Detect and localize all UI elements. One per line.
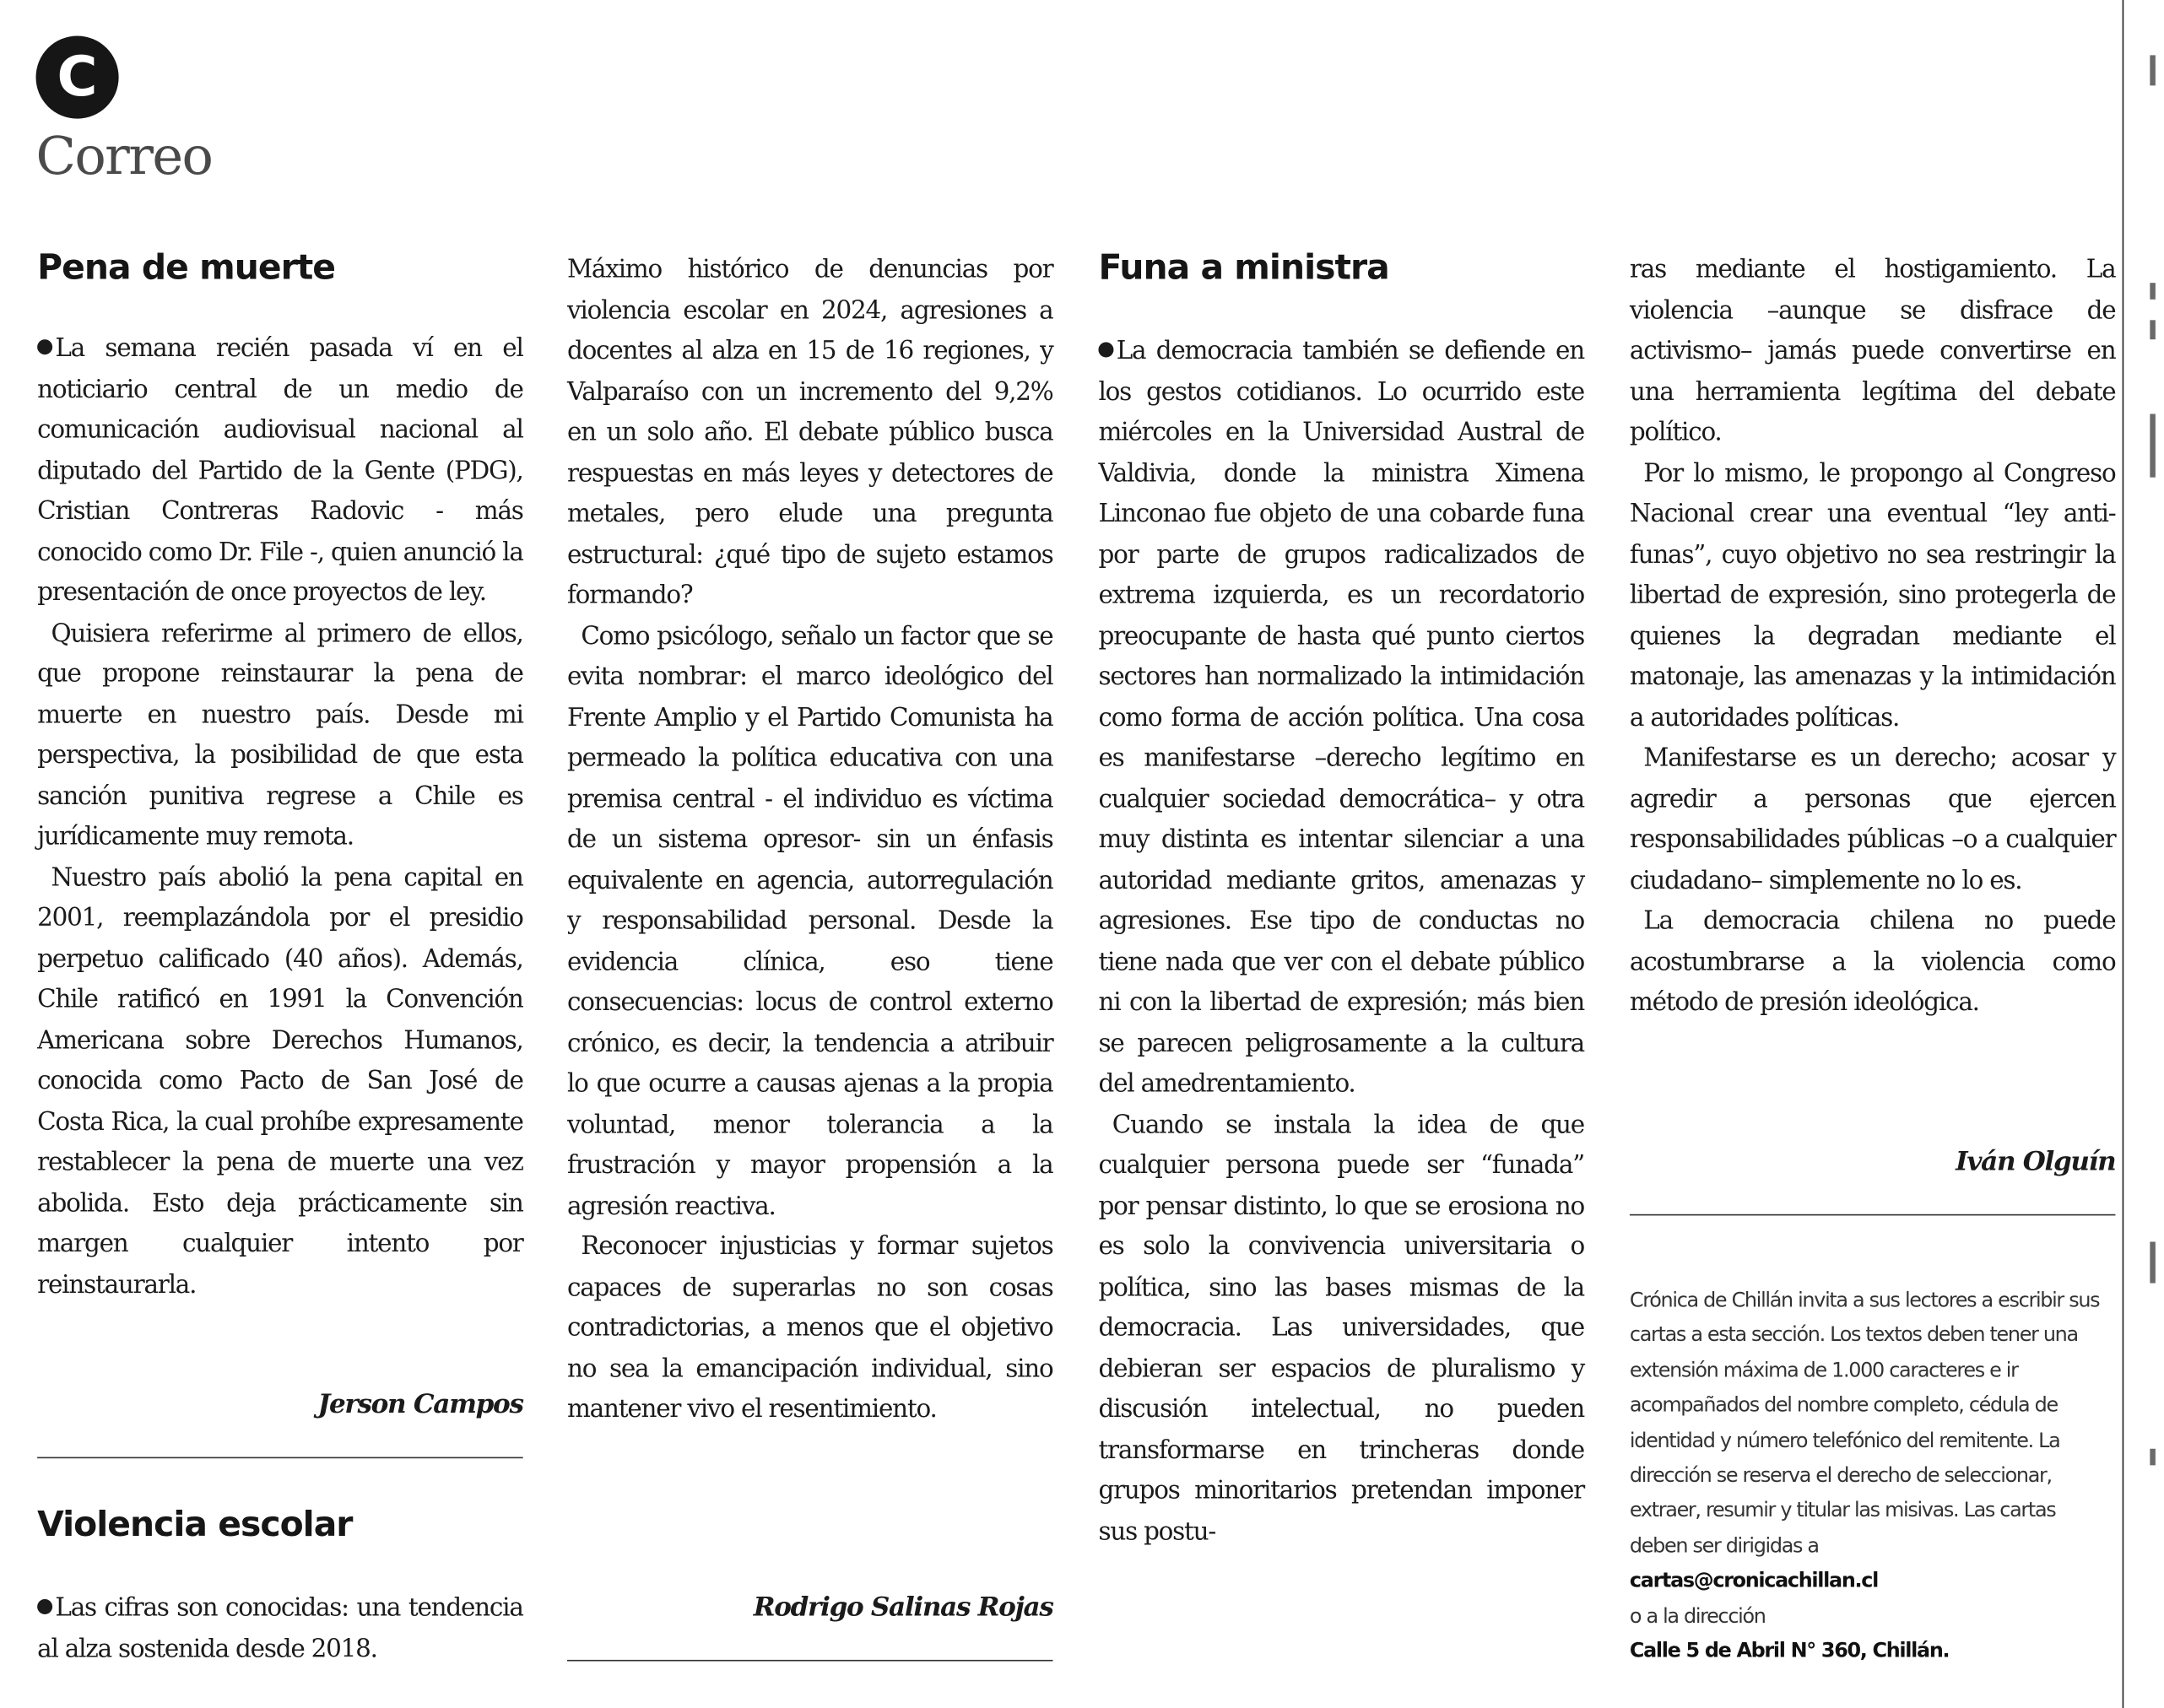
letter-2-paragraph-2: Como psicólogo, señalo un factor que se evita nombrar: el marco ideológico del Frente Amplio y el Partido Comunista ha permeado la política educativa con una premisa central - el individuo es víctima de un sistema opresor- sin un énfasis equivalente en agencia, autorregulación y responsabilidad personal. Desde la evidencia clínica, eso tiene consecuencias: locus de control externo crónico, es decir, la tendencia a atribuir lo que ocurre a causas ajenas a la propia voluntad, menor tolerancia a la frustración y mayor propensión a la agresión reactiva. (566, 621, 1053, 1221)
letter-3-body-col3 (1098, 331, 1584, 1552)
letter-2-headline: Violencia escolar (37, 1504, 353, 1544)
section-logo-letter: C (57, 45, 98, 110)
column-1 (37, 246, 523, 1305)
bullet-icon (37, 339, 52, 354)
letter-2-divider (567, 1660, 1053, 1662)
letter-2-body-col1 (37, 1588, 523, 1669)
letter-3-paragraph-2-start: Cuando se instala la idea de que cualquier persona puede ser “funada” por pensar distinto, lo que se erosiona no es solo la convivencia universitaria o política, sino las bases mismas de la democracia. Las universidades, que debieran ser espacios de pluralismo y discusión intelectual, no pueden transformarse en trincheras donde grupos minoritarios pretendan imponer sus postu- (1098, 1110, 1584, 1547)
submission-address: Calle 5 de Abril N° 360, Chillán. (1629, 1639, 1950, 1663)
letter-3-signature: Iván Olguín (1956, 1146, 2116, 1177)
submission-info-box (1630, 1284, 2106, 1669)
margin-mark (2150, 320, 2156, 339)
column-4 (1630, 250, 2116, 1023)
letter-1-paragraph-3: Nuestro país abolió la pena capital en 2001, reemplazándola por el presidio perpetuo calificado (40 años). Además, Chile ratificó en 1991 la Convención Americana sobre Derechos Humanos, conocida como Pacto de San José de Costa Rica, la cual prohíbe expresamente restablecer la pena de muerte una vez abolida. Esto deja prácticamente sin margen cualquier intento por reinstaurarla. (37, 862, 523, 1300)
margin-mark (2150, 414, 2156, 478)
letter-1-signature: Jerson Campos (317, 1389, 523, 1420)
margin-mark (2150, 1449, 2156, 1466)
letter-3-divider (1630, 1214, 2116, 1216)
section-title: Correo (35, 125, 213, 186)
letter-2-signature: Rodrigo Salinas Rojas (753, 1592, 1053, 1623)
page-edge-divider (2123, 0, 2124, 1708)
letter-1-paragraph-2: Quisiera referirme al primero de ellos, que propone reinstaurar la pena de muerte en nuestro país. Desde mi perspectiva, la posibilidad de que esta sanción punitiva regrese a Chile es jurídicamente muy remota. (37, 619, 523, 851)
letter-1-divider (37, 1457, 523, 1459)
margin-mark (2150, 283, 2156, 300)
submission-email[interactable]: cartas@cronicachillan.cl (1629, 1569, 1879, 1593)
bullet-icon (1098, 342, 1113, 357)
submission-connector: o a la dirección (1629, 1603, 1766, 1628)
letter-3-paragraph-4: Manifestarse es un derecho; acosar y agredir a personas que ejercen responsabilidades públicas –o a cualquier ciudadano– simplemente no lo es. (1629, 743, 2116, 895)
letter-1-headline: Pena de muerte (37, 246, 336, 288)
letter-1-body (37, 328, 523, 1305)
letter-3-paragraph-3: Por lo mismo, le propongo al Congreso Nacional crear una eventual “ley anti-funas”, cuyo objetivo no sea restringir la libertad de expresión, sino protegerla de quienes la degradan mediante el matonaje, las amenazas y la intimidación a autoridades políticas. (1629, 458, 2116, 732)
section-logo-icon (36, 36, 119, 119)
submission-info-text: Crónica de Chillán invita a sus lectores a escribir sus cartas a esta sección. Los textos deben tener una extensión máxima de 1.000 caracteres e ir acompañados del nombre completo, cédula de identidad y número telefónico del remitente. La dirección se reserva el derecho de seleccionar, extraer, resumir y titular las misivas. Las cartas deben ser dirigidas a (1629, 1289, 2100, 1558)
letter-2-paragraph-1-cont: Máximo histórico de denuncias por violencia escolar en 2024, agresiones a docentes al alza en 15 de 16 regiones, y Valparaíso con un incremento del 9,2% en un solo año. El debate público busca respuestas en más leyes y detectores de metales, pero elude una pregunta estructural: ¿qué tipo de sujeto estamos formando? (566, 255, 1053, 610)
bullet-icon (37, 1599, 52, 1614)
letter-1-paragraph-1: La semana recién pasada ví en el noticiario central de un medio de comunicación audiovisual nacional al diputado del Partido de la Gente (PDG), Cristian Contreras Radovic - más conocido como Dr. File -, quien anunció la presentación de once proyectos de ley. (37, 333, 523, 608)
letter-2-lead: Las cifras son conocidas: una tendencia al alza sostenida desde 2018. (37, 1593, 523, 1663)
letter-2-paragraph-3: Reconocer injusticias y formar sujetos capaces de superarlas no son cosas contradictorias, a menos que el objetivo no sea la emancipación individual, sino mantener vivo el resentimiento. (566, 1232, 1053, 1424)
letter-3-paragraph-2-cont: ras mediante el hostigamiento. La violencia –aunque se disfrace de activismo– jamás puede convertirse en una herramienta legítima del debate político. (1629, 255, 2116, 447)
margin-mark (2150, 55, 2156, 85)
column-2 (567, 250, 1053, 1430)
column-3 (1098, 246, 1584, 289)
letter-3-paragraph-5: La democracia chilena no puede acostumbrarse a la violencia como método de presión ideológica. (1629, 906, 2116, 1017)
margin-mark (2150, 1242, 2156, 1284)
letter-3-headline: Funa a ministra (1098, 246, 1389, 288)
letter-2-paragraph-1-start (37, 1588, 523, 1669)
letter-3-paragraph-1: La democracia también se defiende en los gestos cotidianos. Lo ocurrido este miércoles en la Universidad Austral de Valdivia, donde la ministra Ximena Linconao fue objeto de una cobarde funa por parte de grupos radicalizados de extrema izquierda, es un recordatorio preocupante de hasta qué punto ciertos sectores han normalizado la intimidación como forma de acción política. Una cosa es manifestarse –derecho legítimo en cualquier sociedad democrática– y otra muy distinta es intentar silenciar a una autoridad mediante gritos, amenazas y agresiones. Ese tipo de conductas no tiene nada que ver con el debate público ni con la libertad de expresión; más bien se parecen peligrosamente a la cultura del amedrentamiento. (1098, 336, 1584, 1099)
